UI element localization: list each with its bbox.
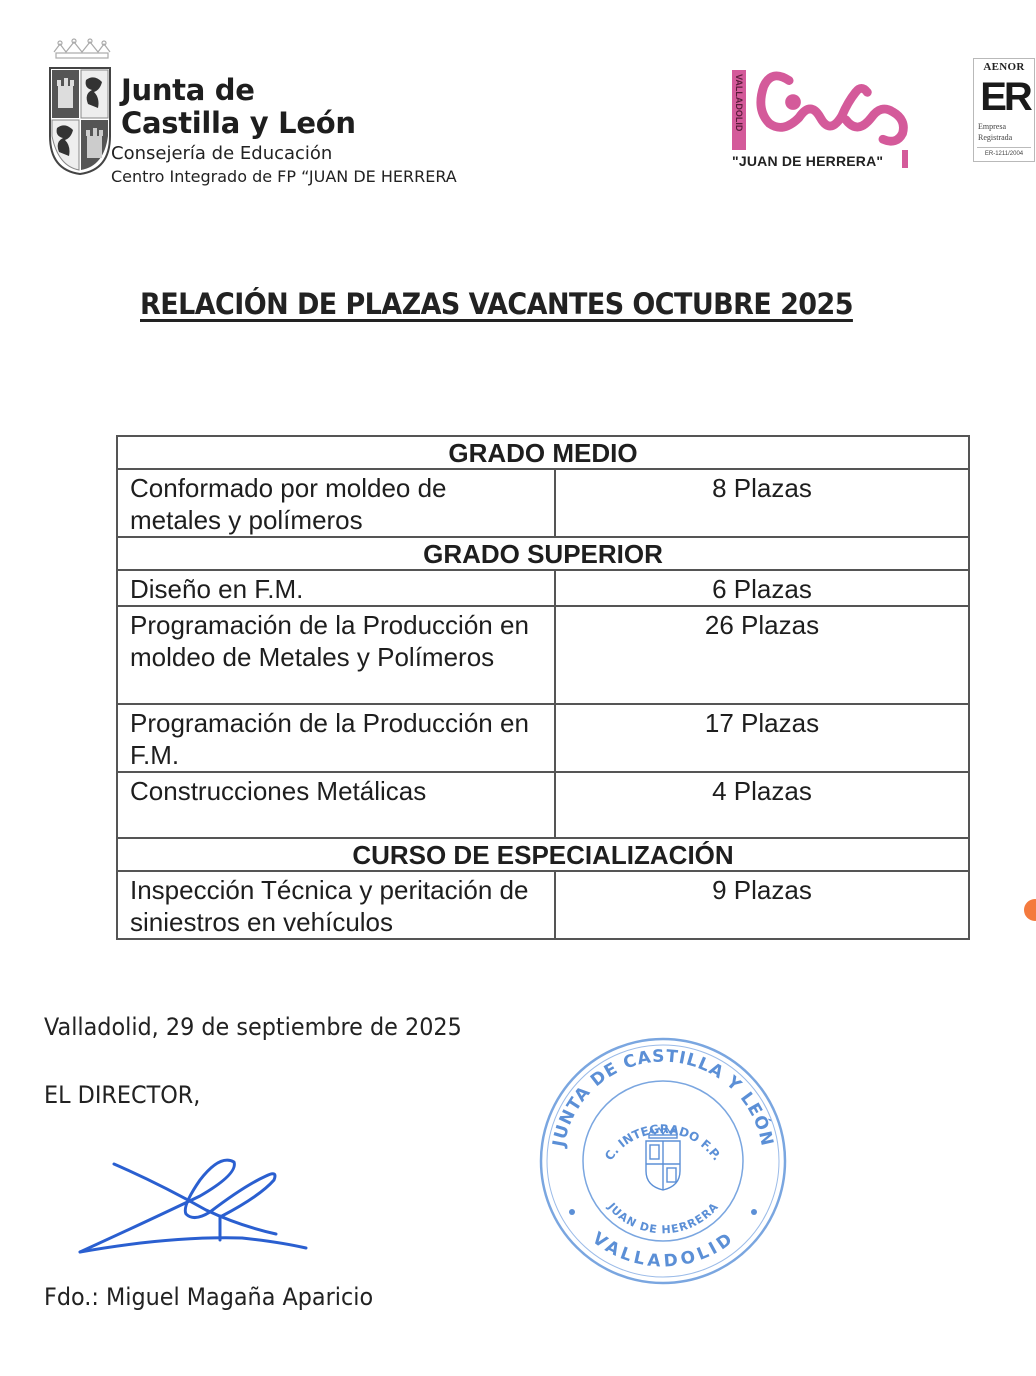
section-heading: CURSO DE ESPECIALIZACIÓN — [117, 838, 969, 871]
stamp-inner-text-top: C. INTEGRADO F.P. — [602, 1121, 725, 1164]
cifp-name: "JUAN DE HERRERA" — [732, 153, 884, 169]
places-count: 17 Plazas — [555, 704, 969, 772]
table-row — [117, 772, 969, 838]
places-count: 6 Plazas — [555, 570, 969, 606]
official-stamp — [528, 1036, 798, 1286]
stamp-dot-right — [751, 1209, 757, 1215]
places-count: 9 Plazas — [555, 871, 969, 939]
document-title: RELACIÓN DE PLAZAS VACANTES OCTUBRE 2025 — [140, 287, 853, 321]
signature-icon — [70, 1150, 320, 1260]
org-title-line1: Junta de — [121, 73, 255, 107]
stamp-outer-text-bottom: VALLADOLID — [588, 1228, 738, 1272]
orange-dot-marker — [1024, 899, 1036, 921]
signed-by: Fdo.: Miguel Magaña Aparicio — [44, 1283, 374, 1311]
section-heading: GRADO MEDIO — [117, 436, 969, 469]
program-name: Programación de la Producción en moldeo de Metales y Polímeros — [117, 606, 555, 704]
program-name: Inspección Técnica y peritación de siniestros en vehículos — [117, 871, 555, 939]
stamp-inner-text-bottom: JUAN DE HERRERA — [605, 1200, 721, 1237]
section-heading: GRADO SUPERIOR — [117, 537, 969, 570]
coat-of-arms-icon — [48, 66, 112, 176]
aenor-code: ER-1211/2004 — [977, 147, 1031, 158]
aenor-line2: Registrada — [978, 133, 1013, 142]
stamp-outer-text-top: JUNTA DE CASTILLA Y LEÓN — [549, 1046, 777, 1149]
table-row — [117, 704, 969, 772]
aenor-er-mark: ER — [980, 75, 1030, 119]
jcyl-logo-block — [46, 36, 506, 196]
program-name: Programación de la Producción en F.M. — [117, 704, 555, 772]
aenor-line1: Empresa — [978, 122, 1006, 131]
stamp-shield-icon — [646, 1128, 680, 1190]
places-count: 26 Plazas — [555, 606, 969, 704]
section-heading-row — [117, 537, 969, 570]
place-and-date: Valladolid, 29 de septiembre de 2025 — [44, 1013, 462, 1041]
places-count: 4 Plazas — [555, 772, 969, 838]
cifp-vertical-text: VALLADOLID — [734, 74, 744, 132]
aenor-label: AENOR — [983, 61, 1025, 73]
aenor-certification-badge — [973, 58, 1035, 162]
vacancies-table — [116, 435, 970, 940]
center-name: Centro Integrado de FP “JUAN DE HERRERA — [111, 167, 457, 186]
program-name: Conformado por moldeo de metales y polímeros — [117, 469, 555, 537]
cifp-logo — [728, 62, 928, 174]
stamp-dot-left — [569, 1209, 575, 1215]
section-heading-row — [117, 436, 969, 469]
section-heading-row — [117, 838, 969, 871]
cifp-end-bar — [902, 150, 908, 168]
places-count: 8 Plazas — [555, 469, 969, 537]
table-row — [117, 570, 969, 606]
program-name: Construcciones Metálicas — [117, 772, 555, 838]
org-title-line2: Castilla y León — [121, 106, 356, 140]
table-row — [117, 606, 969, 704]
cifp-wave-icon — [750, 62, 926, 150]
crown-icon — [50, 38, 114, 62]
program-name: Diseño en F.M. — [117, 570, 555, 606]
cifp-logo-bar — [732, 70, 746, 150]
department-name: Consejería de Educación — [111, 143, 333, 164]
signer-role: EL DIRECTOR, — [44, 1081, 201, 1109]
table-row — [117, 469, 969, 537]
table-row — [117, 871, 969, 939]
